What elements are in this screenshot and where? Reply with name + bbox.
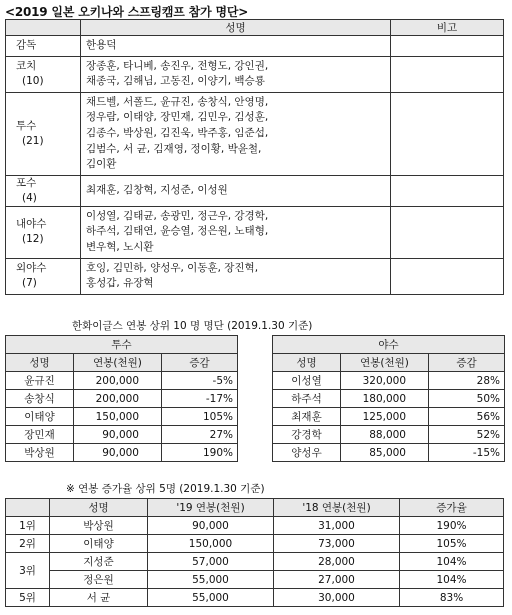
salary-subtitle: 한화이글스 연봉 상위 10 명 명단 (2019.1.30 기준) <box>72 320 313 332</box>
increase-rank-cell: 3위 <box>6 553 50 589</box>
increase-col-2019: '19 연봉(천원) <box>148 499 274 517</box>
pitcher-group-header: 투수 <box>6 336 238 354</box>
salary-row <box>273 426 505 444</box>
salary-row <box>273 372 505 390</box>
salary-row <box>273 444 505 462</box>
roster-count: (7) <box>22 277 37 290</box>
increase-2019-cell: 55,000 <box>148 589 274 607</box>
salary-name-cell: 이태양 <box>6 408 74 426</box>
increase-name-cell: 서 균 <box>50 589 148 607</box>
salary-change-cell: -17% <box>162 390 238 408</box>
roster-names-line: 김이환 <box>86 158 117 171</box>
roster-note-cell <box>391 258 504 294</box>
increase-2018-cell: 73,000 <box>274 535 400 553</box>
roster-role-cell <box>6 92 81 175</box>
salary-change-cell: -15% <box>429 444 505 462</box>
roster-names-cell <box>81 92 391 175</box>
salary-row <box>6 372 238 390</box>
increase-rank-cell: 5위 <box>6 589 50 607</box>
salary-change-cell: 52% <box>429 426 505 444</box>
roster-role: 내야수 <box>16 218 47 231</box>
increase-name-cell: 지성준 <box>50 553 148 571</box>
batter-col-change: 증감 <box>429 354 505 372</box>
roster-names-line: 채드벨, 서폴드, 윤규진, 송창식, 안영명, <box>86 95 269 108</box>
salary-name-cell: 양성우 <box>273 444 341 462</box>
roster-names-cell <box>81 36 391 57</box>
salary-amount-cell: 90,000 <box>74 444 162 462</box>
increase-rank-cell: 1위 <box>6 517 50 535</box>
increase-rate-cell: 104% <box>400 571 504 589</box>
salary-change-cell: -5% <box>162 372 238 390</box>
salary-amount-cell: 90,000 <box>74 426 162 444</box>
salary-name-cell: 하주석 <box>273 390 341 408</box>
salary-row <box>273 390 505 408</box>
roster-names-cell <box>81 206 391 258</box>
roster-role: 투수 <box>16 119 37 132</box>
roster-names-line: 정우람, 이태양, 장민재, 김민우, 김성훈, <box>86 111 269 124</box>
roster-row <box>6 206 504 258</box>
pitcher-col-name: 성명 <box>6 354 74 372</box>
roster-role: 외야수 <box>16 262 47 275</box>
increase-col-2018: '18 연봉(천원) <box>274 499 400 517</box>
increase-2019-cell: 90,000 <box>148 517 274 535</box>
increase-name-cell: 박상원 <box>50 517 148 535</box>
increase-row <box>6 571 504 589</box>
roster-note-cell <box>391 175 504 206</box>
increase-name-cell: 이태양 <box>50 535 148 553</box>
roster-names-line: 하주석, 김태연, 윤승열, 정은원, 노태형, <box>86 225 269 238</box>
roster-names-cell <box>81 175 391 206</box>
increase-rank-cell: 2위 <box>6 535 50 553</box>
increase-2019-cell: 150,000 <box>148 535 274 553</box>
roster-names-cell <box>81 56 391 92</box>
salary-name-cell: 박상원 <box>6 444 74 462</box>
increase-row <box>6 553 504 571</box>
roster-role: 감독 <box>16 39 37 52</box>
roster-role-cell <box>6 56 81 92</box>
roster-row <box>6 258 504 294</box>
salary-change-cell: 190% <box>162 444 238 462</box>
salary-amount-cell: 150,000 <box>74 408 162 426</box>
increase-col-name: 성명 <box>50 499 148 517</box>
page-title: <2019 일본 오키나와 스프링캠프 참가 명단> <box>5 5 249 19</box>
increase-row <box>6 517 504 535</box>
roster-table <box>5 19 504 295</box>
roster-names-line: 김종수, 박상원, 김진욱, 박주홍, 임준섭, <box>86 126 269 139</box>
salary-change-cell: 56% <box>429 408 505 426</box>
increase-rate-cell: 190% <box>400 517 504 535</box>
roster-row <box>6 36 504 57</box>
pitcher-col-salary: 연봉(천원) <box>74 354 162 372</box>
roster-names-line: 김범수, 서 균, 김재영, 정이황, 박윤철, <box>86 142 262 155</box>
roster-role: 포수 <box>16 176 37 189</box>
increase-2018-cell: 31,000 <box>274 517 400 535</box>
increase-rate-cell: 105% <box>400 535 504 553</box>
salary-change-cell: 105% <box>162 408 238 426</box>
roster-row <box>6 56 504 92</box>
salary-change-cell: 27% <box>162 426 238 444</box>
increase-rate-cell: 83% <box>400 589 504 607</box>
increase-2018-cell: 30,000 <box>274 589 400 607</box>
salary-amount-cell: 180,000 <box>341 390 429 408</box>
increase-rate-cell: 104% <box>400 553 504 571</box>
roster-names-line: 최재훈, 김창혁, 지성준, 이성원 <box>86 183 228 196</box>
pitcher-salary-table <box>5 335 238 462</box>
increase-name-cell: 정은원 <box>50 571 148 589</box>
roster-names-line: 호잉, 김민하, 양성우, 이동훈, 장진혁, <box>86 261 259 274</box>
roster-count: (21) <box>22 134 44 147</box>
batter-col-name: 성명 <box>273 354 341 372</box>
salary-change-cell: 50% <box>429 390 505 408</box>
roster-names-line: 홍성갑, 유장혁 <box>86 277 154 290</box>
batter-group-header: 야수 <box>273 336 505 354</box>
roster-note-cell <box>391 206 504 258</box>
roster-names-line: 한용덕 <box>86 39 117 51</box>
roster-names-line: 변우혁, 노시환 <box>86 240 154 253</box>
roster-count: (10) <box>22 75 44 88</box>
roster-role-cell <box>6 175 81 206</box>
pitcher-col-change: 증감 <box>162 354 238 372</box>
increase-table <box>5 498 504 607</box>
roster-header-note: 비고 <box>391 20 504 36</box>
increase-2018-cell: 28,000 <box>274 553 400 571</box>
increase-2019-cell: 55,000 <box>148 571 274 589</box>
roster-row <box>6 92 504 175</box>
salary-amount-cell: 88,000 <box>341 426 429 444</box>
increase-subtitle: ※ 연봉 증가율 상위 5명 (2019.1.30 기준) <box>66 483 265 495</box>
roster-note-cell <box>391 92 504 175</box>
increase-2018-cell: 27,000 <box>274 571 400 589</box>
increase-col-rank <box>6 499 50 517</box>
increase-2019-cell: 57,000 <box>148 553 274 571</box>
batter-salary-table <box>272 335 505 462</box>
salary-row <box>273 408 505 426</box>
roster-note-cell <box>391 36 504 57</box>
increase-row <box>6 535 504 553</box>
salary-row <box>6 444 238 462</box>
roster-names-line: 채종국, 김해님, 고동진, 이양기, 백승룡 <box>86 75 265 88</box>
salary-amount-cell: 200,000 <box>74 390 162 408</box>
roster-role-cell <box>6 206 81 258</box>
salary-amount-cell: 200,000 <box>74 372 162 390</box>
salary-name-cell: 강경학 <box>273 426 341 444</box>
batter-col-salary: 연봉(천원) <box>341 354 429 372</box>
increase-col-rate: 증가율 <box>400 499 504 517</box>
roster-role-cell <box>6 36 81 57</box>
salary-amount-cell: 320,000 <box>341 372 429 390</box>
roster-role-cell <box>6 258 81 294</box>
salary-amount-cell: 125,000 <box>341 408 429 426</box>
salary-name-cell: 이성열 <box>273 372 341 390</box>
roster-header-name: 성명 <box>81 20 391 36</box>
salary-row <box>6 390 238 408</box>
salary-amount-cell: 85,000 <box>341 444 429 462</box>
salary-row <box>6 408 238 426</box>
roster-names-line: 이성열, 김태균, 송광민, 정근우, 강경학, <box>86 209 269 222</box>
salary-name-cell: 송창식 <box>6 390 74 408</box>
roster-count: (12) <box>22 233 44 246</box>
roster-names-cell <box>81 258 391 294</box>
salary-name-cell: 장민재 <box>6 426 74 444</box>
salary-change-cell: 28% <box>429 372 505 390</box>
roster-role: 코치 <box>16 60 37 73</box>
increase-row <box>6 589 504 607</box>
roster-header-row <box>6 20 504 36</box>
salary-row <box>6 426 238 444</box>
roster-count: (4) <box>22 191 37 204</box>
roster-header-blank <box>6 20 81 36</box>
salary-name-cell: 최재훈 <box>273 408 341 426</box>
roster-row <box>6 175 504 206</box>
roster-names-line: 장종훈, 타니베, 송진우, 전형도, 강인권, <box>86 59 269 72</box>
salary-name-cell: 윤규진 <box>6 372 74 390</box>
roster-note-cell <box>391 56 504 92</box>
